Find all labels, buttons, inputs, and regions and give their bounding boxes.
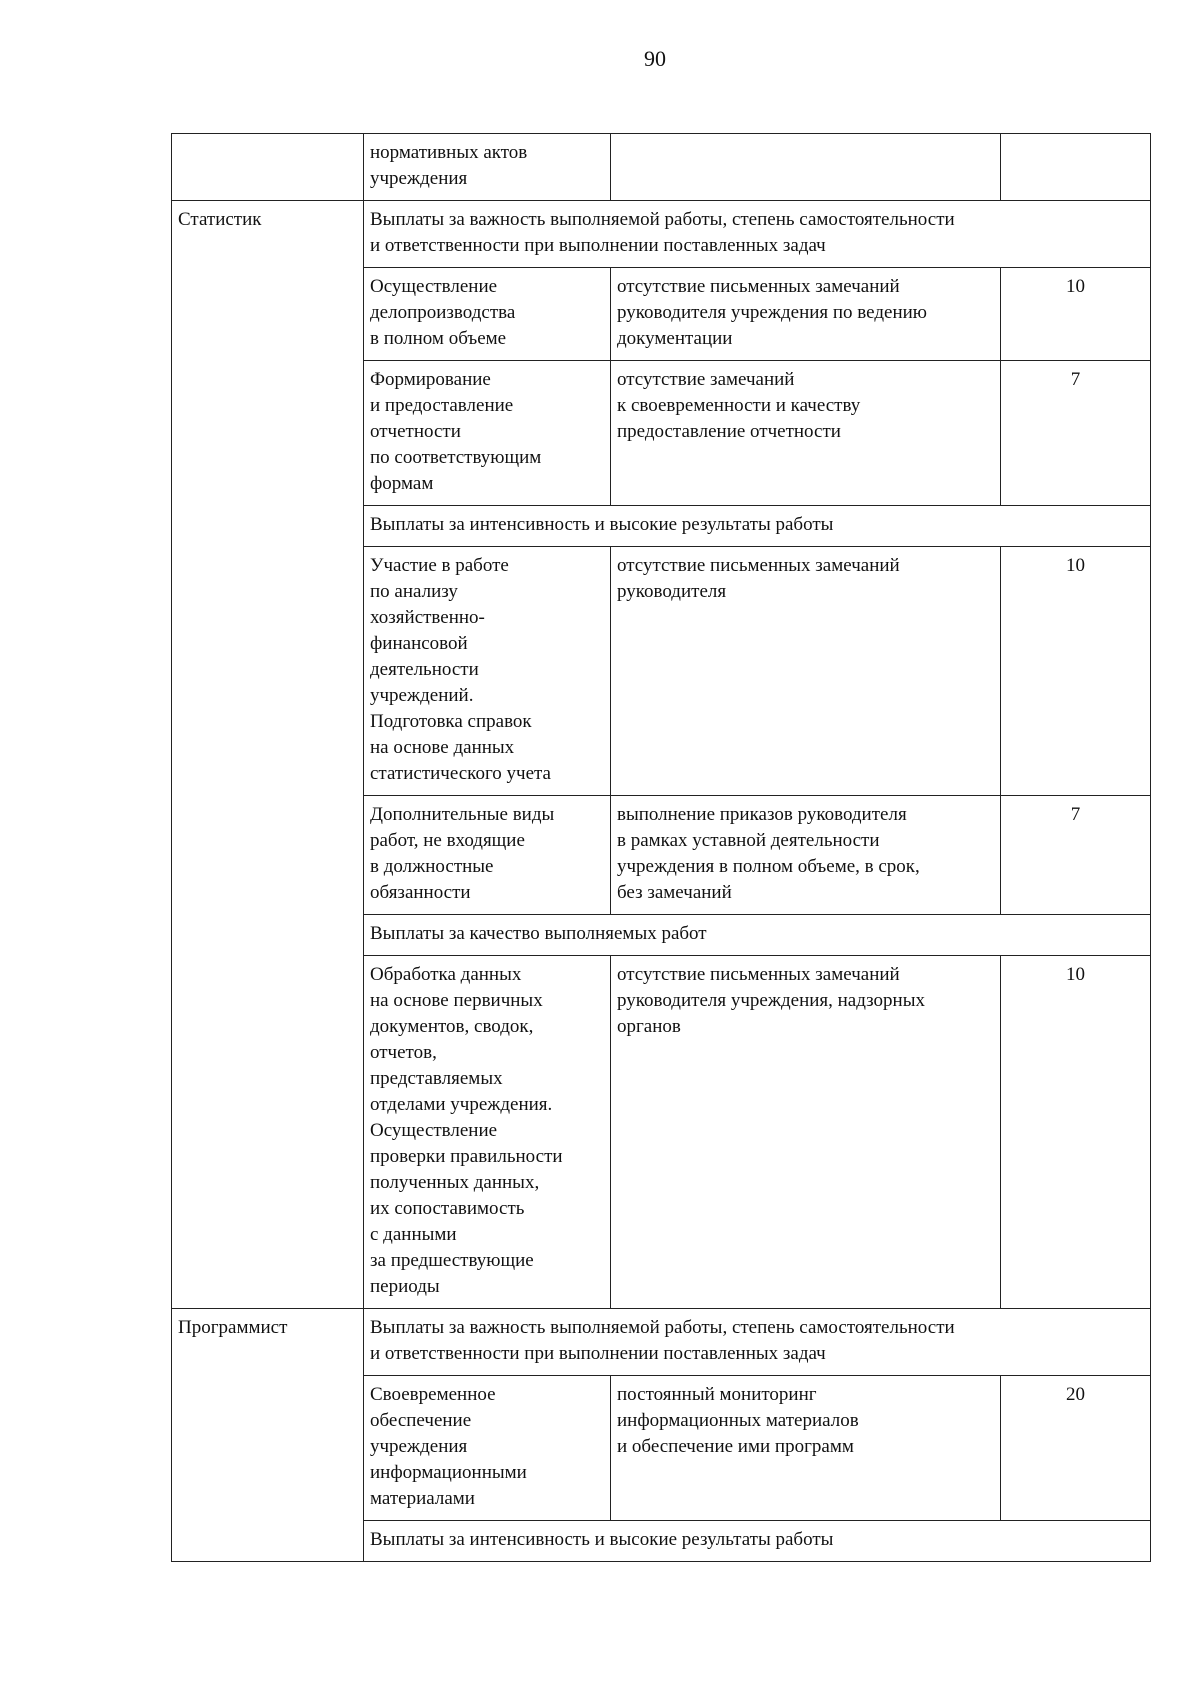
section-title: Выплаты за важность выполняемой работы, степень самостоятельности и ответственности при выполнении поставленных задач — [364, 201, 1151, 268]
table-body — [172, 134, 1151, 1562]
criterion-cell: Обработка данных на основе первичных документов, сводок, отчетов, представляемых отделами учреждения. Осуществление проверки правильности полученных данных, их сопоставимость с данными за предшествующие периоды — [364, 956, 611, 1309]
condition-cell: отсутствие письменных замечаний руководителя учреждения по ведению документации — [611, 268, 1001, 361]
section-title: Выплаты за интенсивность и высокие результаты работы — [364, 1521, 1151, 1562]
score-cell: 20 — [1001, 1376, 1151, 1521]
continuation-row — [172, 134, 1151, 201]
position-cell-empty — [172, 134, 364, 201]
condition-cell — [611, 134, 1001, 201]
score-cell: 10 — [1001, 268, 1151, 361]
criterion-cell: Своевременное обеспечение учреждения информационными материалами — [364, 1376, 611, 1521]
score-cell: 7 — [1001, 796, 1151, 915]
section-row — [172, 201, 1151, 268]
section-title: Выплаты за интенсивность и высокие результаты работы — [364, 506, 1151, 547]
condition-cell: отсутствие замечаний к своевременности и качеству предоставление отчетности — [611, 361, 1001, 506]
section-row — [172, 1309, 1151, 1376]
condition-cell: отсутствие письменных замечаний руководителя — [611, 547, 1001, 796]
position-cell: Программист — [172, 1309, 364, 1562]
score-cell: 7 — [1001, 361, 1151, 506]
criterion-cell: нормативных актов учреждения — [364, 134, 611, 201]
score-cell: 10 — [1001, 547, 1151, 796]
score-cell — [1001, 134, 1151, 201]
page-number: 90 — [644, 46, 666, 71]
criterion-cell: Участие в работе по анализу хозяйственно- финансовой деятельности учреждений. Подготовка справок на основе данных статистического учета — [364, 547, 611, 796]
condition-cell: отсутствие письменных замечаний руководителя учреждения, надзорных органов — [611, 956, 1001, 1309]
criterion-cell: Формирование и предоставление отчетности по соответствующим формам — [364, 361, 611, 506]
score-cell: 10 — [1001, 956, 1151, 1309]
criterion-cell: Дополнительные виды работ, не входящие в должностные обязанности — [364, 796, 611, 915]
condition-cell: выполнение приказов руководителя в рамках уставной деятельности учреждения в полном объеме, в срок, без замечаний — [611, 796, 1001, 915]
condition-cell: постоянный мониторинг информационных материалов и обеспечение ими программ — [611, 1376, 1001, 1521]
position-cell: Статистик — [172, 201, 364, 1309]
payments-table — [171, 133, 1151, 1562]
criterion-cell: Осуществление делопроизводства в полном объеме — [364, 268, 611, 361]
section-title: Выплаты за важность выполняемой работы, степень самостоятельности и ответственности при выполнении поставленных задач — [364, 1309, 1151, 1376]
section-title: Выплаты за качество выполняемых работ — [364, 915, 1151, 956]
